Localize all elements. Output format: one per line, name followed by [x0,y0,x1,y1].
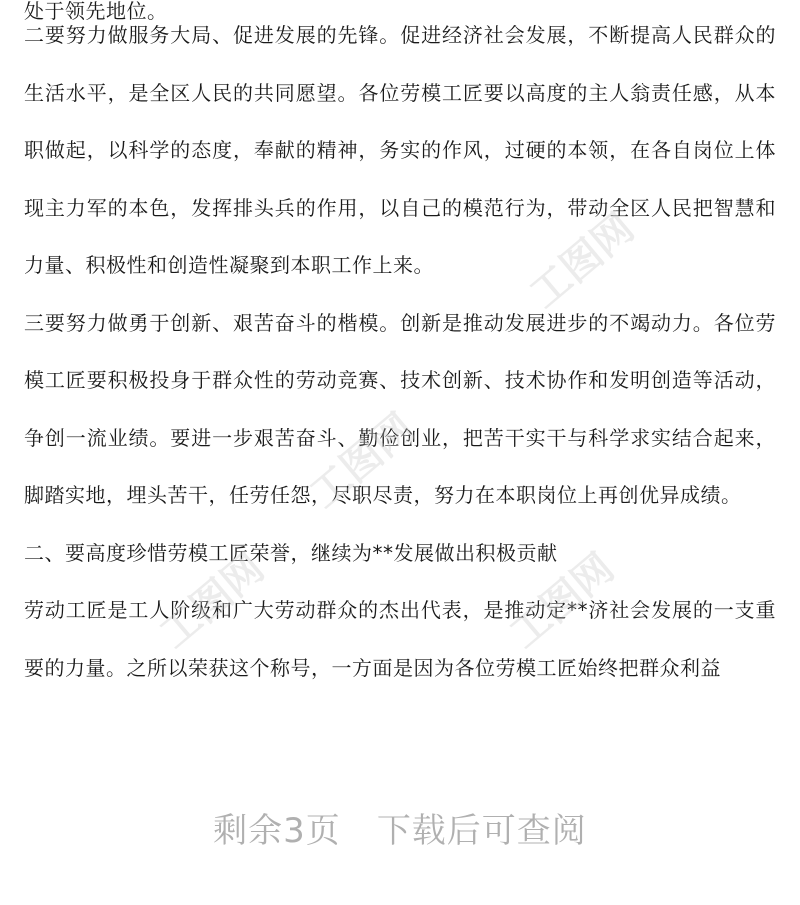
watermark: 工图网 [501,544,623,658]
download-prompt[interactable] [0,803,800,852]
download-to-view-label[interactable]: 下载后可查阅 [376,811,587,851]
watermark: 工图网 [521,204,643,318]
top-cut-text: 处于领先地位。 [24,0,168,23]
watermark: 工图网 [301,404,423,518]
watermark: 工图网 [151,544,273,658]
remaining-pages-label[interactable]: 剩余3页 [213,811,341,851]
paragraph-2: 二要努力做服务大局、促进发展的先锋。促进经济社会发展，不断提高人民群众的生活水平，是全区人民的共同愿望。各位劳模工匠要以高度的主人翁责任感，从本职做起，以科学的态度，奉献的精神，务实的作风，过硬的本领，在各自岗位上体现主力军的本色，发挥排头兵的作用，以自己的模范行为，带动全区人民把智慧和力量、积极性和创造性凝聚到本职工作上来。 [24,23,776,277]
paragraph-3: 三要努力做勇于创新、艰苦奋斗的楷模。创新是推动发展进步的不竭动力。各位劳模工匠要积极投身于群众性的劳动竞赛、技术创新、技术协作和发明创造等活动，争创一流业绩。要进一步艰苦奋斗、勤俭创业，把苦干实干与科学求实结合起来，脚踏实地，埋头苦干，任劳任怨，尽职尽责，努力在本职岗位上再创优异成绩。 [24,310,776,507]
section-heading: 二、要高度珍惜劳模工匠荣誉，继续为**发展做出积极贡献 [24,540,558,565]
paragraph-4: 劳动工匠是工人阶级和广大劳动群众的杰出代表，是推动定**济社会发展的一支重要的力量。之所以荣获这个称号，一方面是因为各位劳模工匠始终把群众利益 [24,598,776,680]
